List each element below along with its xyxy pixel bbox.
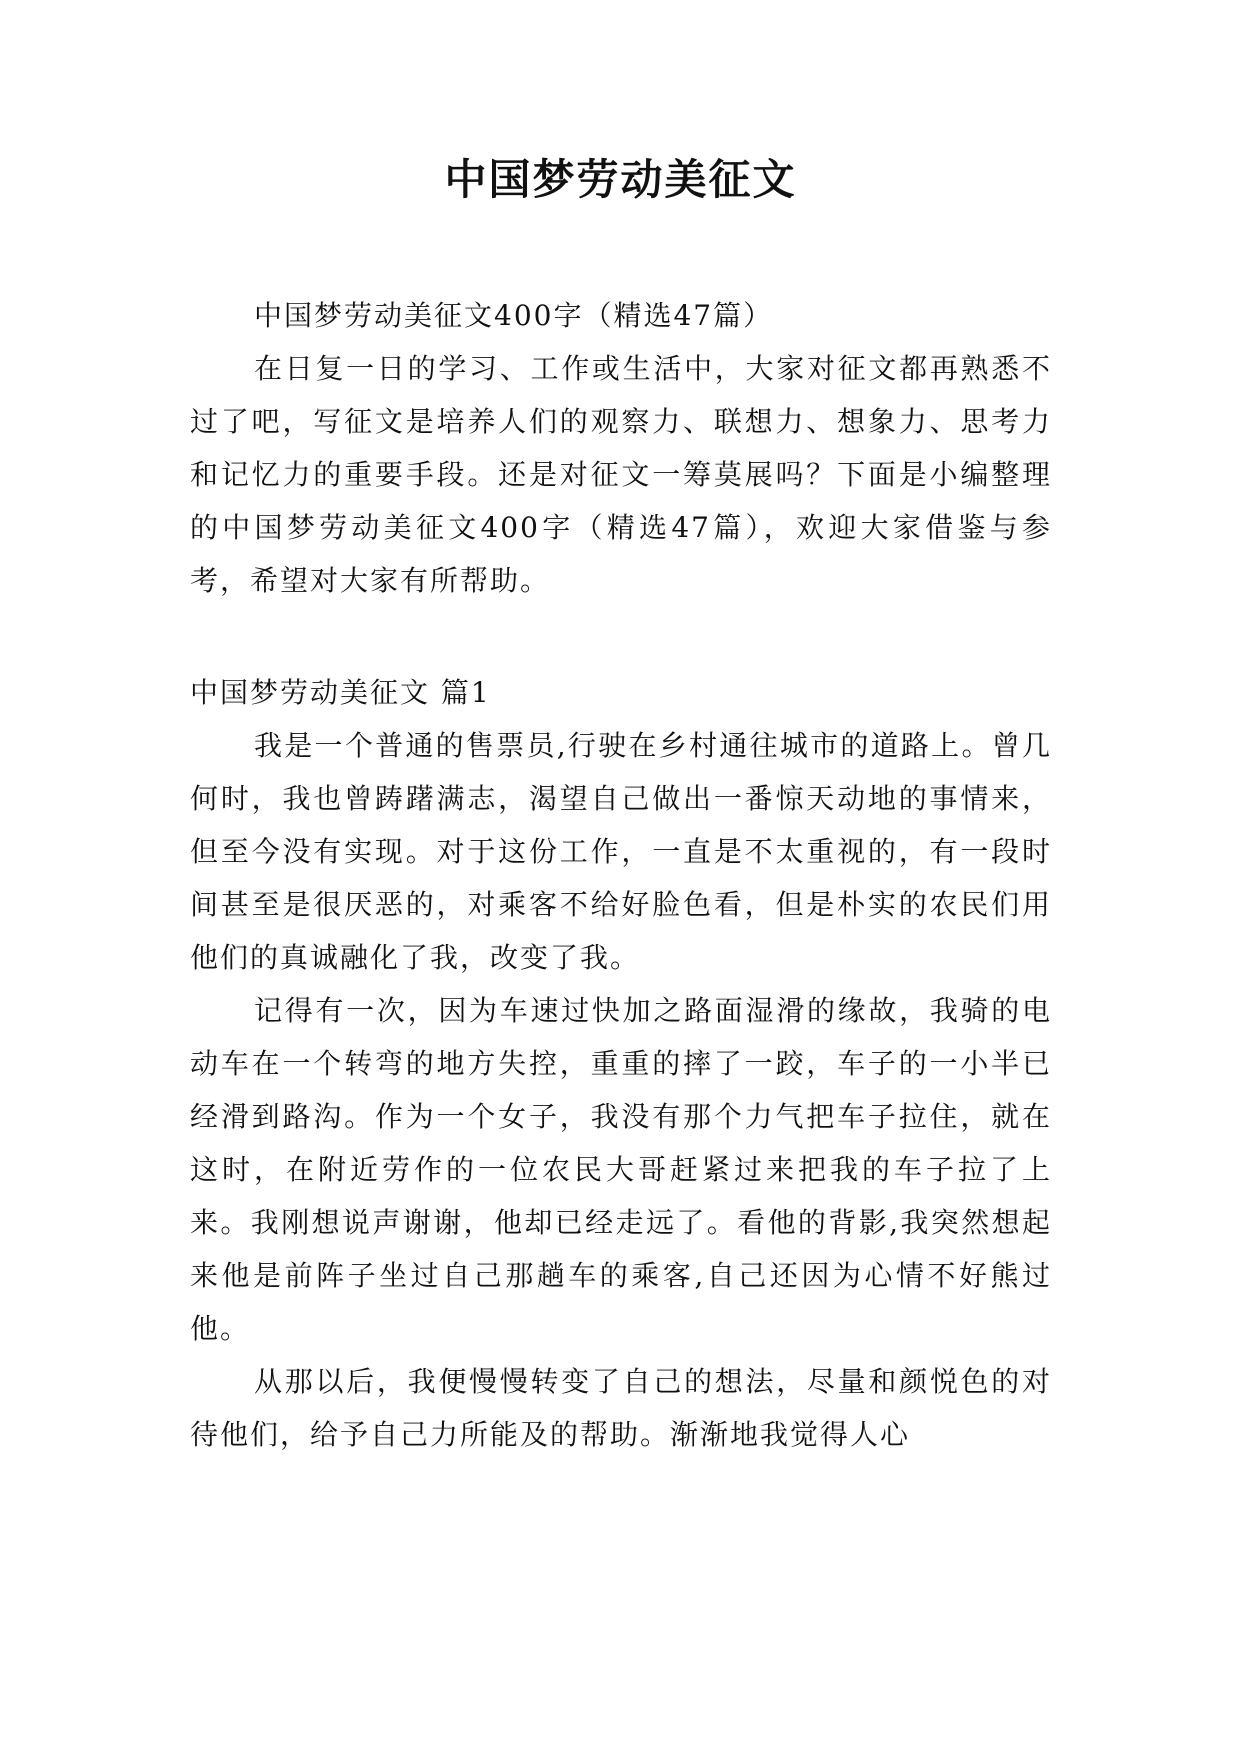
subtitle-paragraph: 中国梦劳动美征文400字（精选47篇） bbox=[254, 299, 774, 332]
body-paragraph: 我是一个普通的售票员,行驶在乡村通往城市的道路上。曾几何时，我也曾踌躇满志，渴望自己做出一番惊天动地的事情来，但至今没有实现。对于这份工作，一直是不太重视的，有一段时间甚至是很厌恶的，对乘客不给好脸色看，但是朴实的农民们用他们的真诚融化了我，改变了我。 bbox=[190, 729, 1052, 974]
document-title: 中国梦劳动美征文 bbox=[444, 155, 797, 204]
document-body bbox=[190, 289, 1052, 1461]
body-paragraph: 从那以后，我便慢慢转变了自己的想法，尽量和颜悦色的对待他们，给予自己力所能及的帮助。渐渐地我觉得人心 bbox=[190, 1365, 1052, 1451]
section-heading: 中国梦劳动美征文 篇1 bbox=[190, 676, 491, 709]
intro-paragraph: 在日复一日的学习、工作或生活中，大家对征文都再熟悉不过了吧，写征文是培养人们的观察力、联想力、想象力、思考力和记忆力的重要手段。还是对征文一筹莫展吗？下面是小编整理的中国梦劳动美征文400字（精选47篇），欢迎大家借鉴与参考，希望对大家有所帮助。 bbox=[190, 352, 1052, 597]
body-paragraph: 记得有一次，因为车速过快加之路面湿滑的缘故，我骑的电动车在一个转弯的地方失控，重重的摔了一跤，车子的一小半已经滑到路沟。作为一个女子，我没有那个力气把车子拉住，就在这时，在附近劳作的一位农民大哥赶紧过来把我的车子拉了上来。我刚想说声谢谢，他却已经走远了。看他的背影,我突然想起来他是前阵子坐过自己那趟车的乘客,自己还因为心情不好熊过他。 bbox=[190, 994, 1052, 1345]
